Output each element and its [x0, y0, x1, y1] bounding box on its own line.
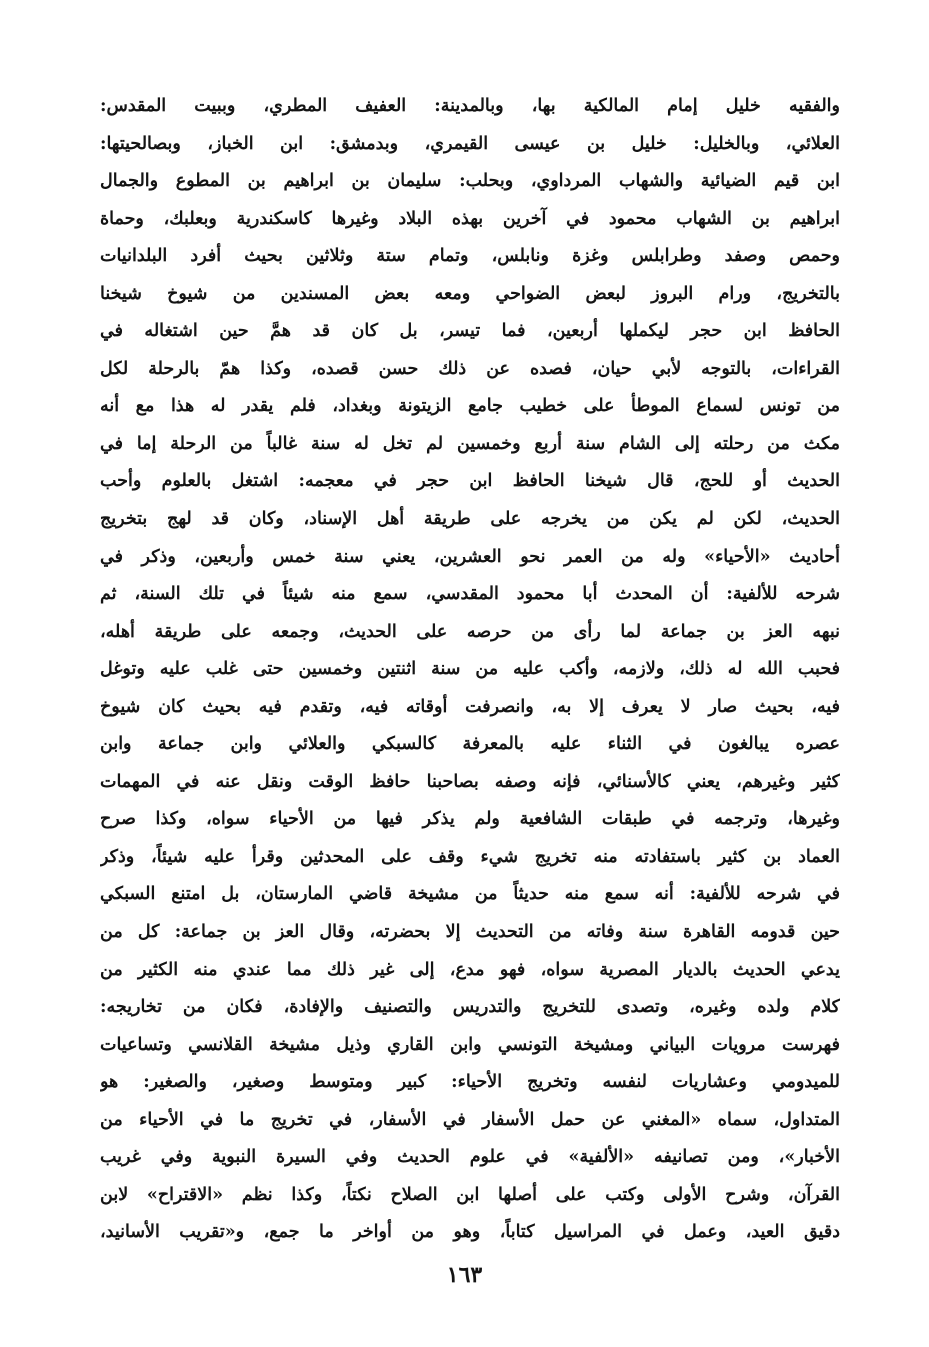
text-line: العماد بن كثير باستفادته منه تخريج شيء وقف على المحدثين وقرأ عليه شيئاً، وذكر — [100, 846, 840, 867]
text-line: عصره يبالغون في الثناء عليه بالمعرفة كالسبكي والعلائي وابن جماعة وابن — [100, 734, 840, 755]
body-text — [100, 88, 840, 1252]
text-line: الحديث، لكن لم يكن من يخرجه على طريقة أهل الإسناد، وكان قد لهج بتخريج — [100, 509, 840, 530]
text-line: كثير وغيرهم، يعني كالأسنائي، فإنه وصفه بصاحبنا حافظ الوقت ونقل عنه في المهمات — [100, 771, 840, 792]
text-line: ابراهيم بن الشهاب محمود في آخرين بهذه البلاد وغيرها كاسكندرية وبعلبك، وحماة — [100, 208, 840, 229]
text-line: نبهه العز بن جماعة لما رأى من حرصه على الحديث، وجمعه على طريقة أهله، — [100, 621, 840, 642]
text-line: في شرحه للألفية: أنه سمع منه حديثاً من مشيخة قاضي المارستان، بل امتنع السبكي — [100, 884, 840, 905]
text-line: من تونس لسماع الموطأ على خطيب جامع الزيتونة وبغداد، فلم يقدر له هذا مع أنه — [100, 396, 840, 417]
text-line: مكث من رحلته إلى الشام سنة أربع وخمسين لم تخل له سنة غالباً من الرحلة إما في — [100, 433, 840, 454]
text-line: العلائي، وبالخليل: خليل بن عيسى القيمري، وبدمشق: ابن الخباز، وبصالحيتها: — [100, 133, 840, 154]
text-line: الأخبار»، ومن تصانيفه «الألفية» في علوم الحديث وفي السيرة النبوية وفي غريب — [100, 1147, 840, 1168]
text-line: الحافظ ابن حجر ليكملها أربعين، فما تيسر، بل كان قد همَّ حين اشتغاله في — [100, 321, 840, 342]
text-line: والفقيه خليل إمام المالكية بها، وبالمدينة: العفيف المطري، وببيت المقدس: — [100, 96, 840, 116]
text-line: كلام ولده وغيره، وتصدى للتخريج والتدريس والتصنيف والإفادة، فكان من تخاريجه: — [100, 997, 840, 1018]
text-line: فهرست مرويات البياني ومشيخة التونسي وابن القاري وذيل مشيخة القلانسي وتساعيات — [100, 1034, 840, 1055]
text-line: دقيق العيد، وعمل في المراسيل كتاباً، وهو من أواخر ما جمع، و«تقريب الأسانيد، — [100, 1222, 840, 1243]
text-line: فحبب الله له ذلك، ولازمه، وأكب عليه من سنة اثنتين وخمسين حتى غلب عليه وتوغل — [100, 659, 840, 680]
text-line: يدعي الحديث بالديار المصرية سواه، فهو مدع، إلى غير ذلك مما عندي منه الكثير من — [100, 959, 840, 980]
text-line: القرآن، وشرح الأولى وكتب على أصلها ابن الصلاح نكتاً، وكذا نظم «الاقتراح» لابن — [100, 1184, 840, 1205]
text-line: للميدومي وعشاريات لنفسه وتخريج الأحياء: كبير ومتوسط وصغير، والصغير: هو — [100, 1072, 840, 1093]
text-line: وحمص وصفد وطرابلس وغزة ونابلس، وتمام ستة وثلاثين بحيث أفرد البلدانيات — [100, 246, 840, 267]
text-line: شرحه للألفية: أن المحدث أبا محمود المقدسي، سمع منه شيئاً في تلك السنة، ثم — [100, 584, 840, 605]
text-line: وغيرها، وترجمه في طبقات الشافعية ولم يذكر فيها من الأحياء سواه، وكذا صرح — [100, 809, 840, 830]
text-line: أحاديث «الأحياء» وله من العمر نحو العشرين، يعني سنة خمس وأربعين، وذكر في — [100, 546, 840, 567]
text-line: فيه، بحيث صار لا يعرف إلا به، وانصرفت أوقاته فيه، وتقدم فيه بحيث كان شيوخ — [100, 696, 840, 717]
text-line: بالتخريج، ورام البروز لبعض الضواحي ومعه بعض المسندين من شيوخ شيخنا — [100, 283, 840, 304]
text-line: الحديث أو للحج، قال شيخنا الحافظ ابن حجر في معجمه: اشتغل بالعلوم وأحب — [100, 471, 840, 492]
text-line: حين قدومه القاهرة سنة وفاته من التحديث إلا بحضرته، وقال العز بن جماعة: كل من — [100, 922, 840, 943]
text-line: القراءات، بالتوجه لأبي حيان، فصده عن ذلك حسن قصده، وكذا همّ بالرحلة لكل — [100, 358, 840, 379]
text-line: المتداول، سماه «المغني عن حمل الأسفار في الأسفار، في تخريج ما في الأحياء من — [100, 1109, 840, 1130]
page-number: ١٦٣ — [446, 1262, 483, 1288]
text-line: ابن قيم الضيائية والشهاب المرداوي، وبحلب: سليمان بن ابراهيم بن المطوع والجمال — [100, 171, 840, 192]
